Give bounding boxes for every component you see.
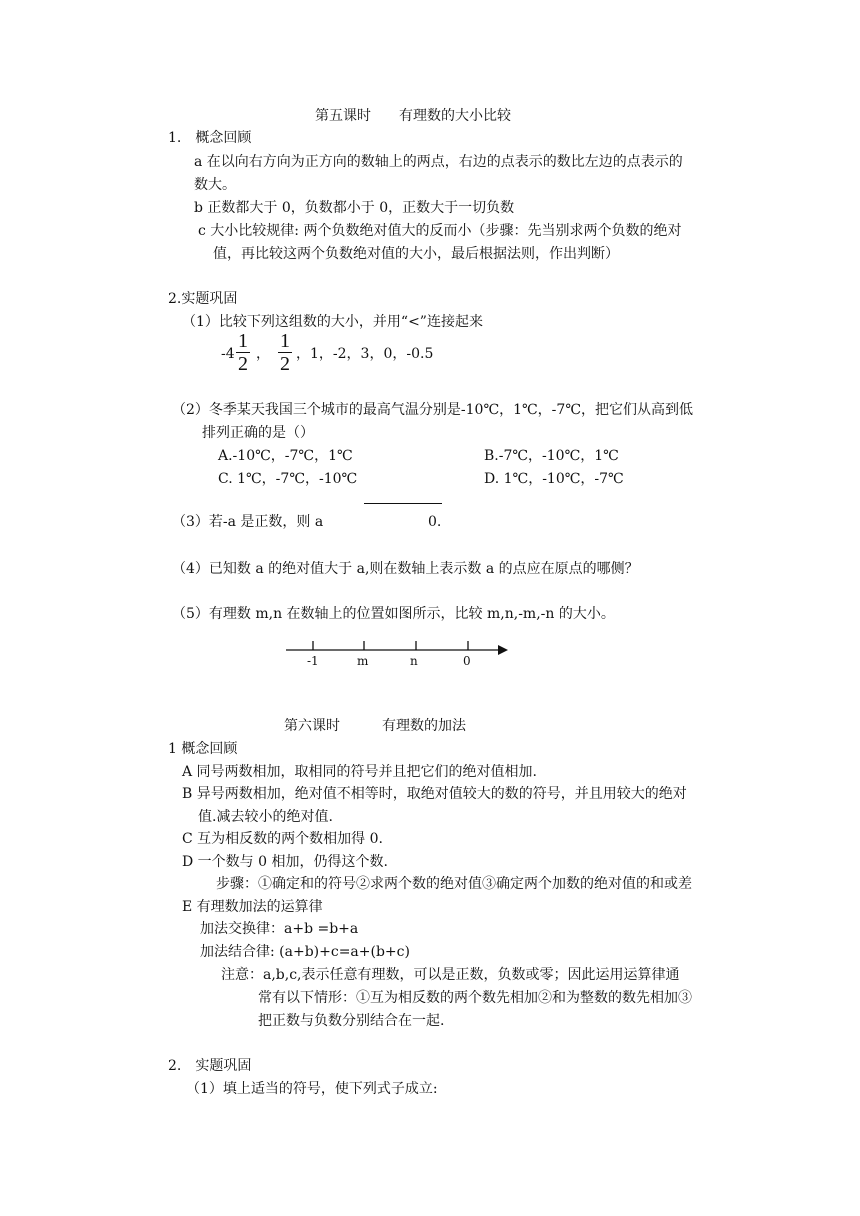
rule-e: E 有理数加法的运算律 <box>182 899 323 915</box>
q1-number-list: ，1，-2，3，0，-0.5 <box>296 346 434 362</box>
q1-fraction-1 <box>236 330 250 375</box>
q1-fraction-1-numerator: 1 <box>238 330 248 352</box>
lesson6-question1: （1）填上适当的符号，使下列式子成立: <box>186 1081 438 1097</box>
q1-fraction-2-denominator: 2 <box>280 353 290 375</box>
number-line-figure <box>280 630 520 675</box>
q1-fraction-1-denominator: 2 <box>238 353 248 375</box>
label-zero: 0 <box>463 654 471 668</box>
q2-option-a: A.-10℃，-7℃，1℃ <box>218 448 353 464</box>
question4: （4）已知数 a 的绝对值大于 a,则在数轴上表示数 a 的点应在原点的哪侧？ <box>172 561 639 577</box>
lesson6-title: 第六课时 有理数的加法 <box>284 718 466 734</box>
lesson5-section2-heading: 2.实题巩固 <box>168 291 238 307</box>
question3-end: 0. <box>428 514 442 530</box>
lesson5-section1-heading: 1. 概念回顾 <box>168 130 252 146</box>
label-neg1: -1 <box>307 654 319 668</box>
concept-a-line1: a 在以向右方向为正方向的数轴上的两点，右边的点表示的数比左边的点表示的 <box>194 154 683 170</box>
q2-option-d: D. 1℃，-10℃，-7℃ <box>484 471 624 487</box>
concept-c-line2: 值，再比较这两个负数绝对值的大小，最后根据法则，作出判断） <box>213 246 619 262</box>
concept-a-line2: 数大。 <box>194 177 236 193</box>
steps: 步骤：①确定和的符号②求两个数的绝对值③确定两个加数的绝对值的和或差 <box>216 876 692 892</box>
question3-start: （3）若-a 是正数，则 a <box>172 514 324 530</box>
question1: （1）比较下列这组数的大小，并用“<”连接起来 <box>182 314 483 330</box>
note-line1: 注意：a,b,c,表示任意有理数，可以是正数，负数或零；因此运用运算律通 <box>221 967 680 983</box>
q2-option-c: C. 1℃，-7℃，-10℃ <box>218 471 358 487</box>
q3-answer-blank <box>364 503 442 504</box>
lesson6-section2-heading: 2. 实题巩固 <box>168 1058 252 1074</box>
question2-line2: 排列正确的是（） <box>202 425 314 441</box>
question5: （5）有理数 m,n 在数轴上的位置如图所示，比较 m,n,-m,-n 的大小。 <box>172 606 615 622</box>
number-line-arrow-icon <box>498 645 508 655</box>
rule-b-line1: B 异号两数相加，绝对值不相等时，取绝对值较大的数的符号，并且用较大的绝对 <box>182 786 687 802</box>
rule-c: C 互为相反数的两个数相加得 0. <box>182 831 383 847</box>
concept-b: b 正数都大于 0，负数都小于 0，正数大于一切负数 <box>194 200 515 216</box>
note-line2: 常有以下情形：①互为相反数的两个数先相加②和为整数的数先相加③ <box>258 990 692 1006</box>
q1-fraction-2-numerator: 1 <box>280 330 290 352</box>
rule-b-line2: 值.减去较小的绝对值. <box>198 809 333 825</box>
concept-c-line1: c 大小比较规律: 两个负数绝对值大的反而小（步骤：先当别求两个负数的绝对 <box>198 223 682 239</box>
lesson5-title: 第五课时 有理数的大小比较 <box>315 108 511 124</box>
q1-integer-part: -4 <box>221 346 235 362</box>
question2-line1: （2）冬季某天我国三个城市的最高气温分别是-10℃，1℃，-7℃，把它们从高到低 <box>172 402 693 418</box>
associative-law: 加法结合律: (a+b)+c=a+(b+c) <box>200 944 410 960</box>
label-n: n <box>410 654 418 668</box>
rule-d: D 一个数与 0 相加，仍得这个数. <box>182 854 388 870</box>
q1-fraction-2 <box>278 330 292 375</box>
q2-option-b: B.-7℃，-10℃，1℃ <box>484 448 619 464</box>
q1-comma: ， <box>256 346 270 362</box>
note-line3: 把正数与负数分别结合在一起. <box>258 1013 445 1029</box>
rule-a: A 同号两数相加，取相同的符号并且把它们的绝对值相加. <box>182 764 538 780</box>
label-m: m <box>357 654 369 668</box>
lesson6-section1-heading: 1 概念回顾 <box>168 741 238 757</box>
commutative-law: 加法交换律：a+b =b+a <box>200 921 359 937</box>
